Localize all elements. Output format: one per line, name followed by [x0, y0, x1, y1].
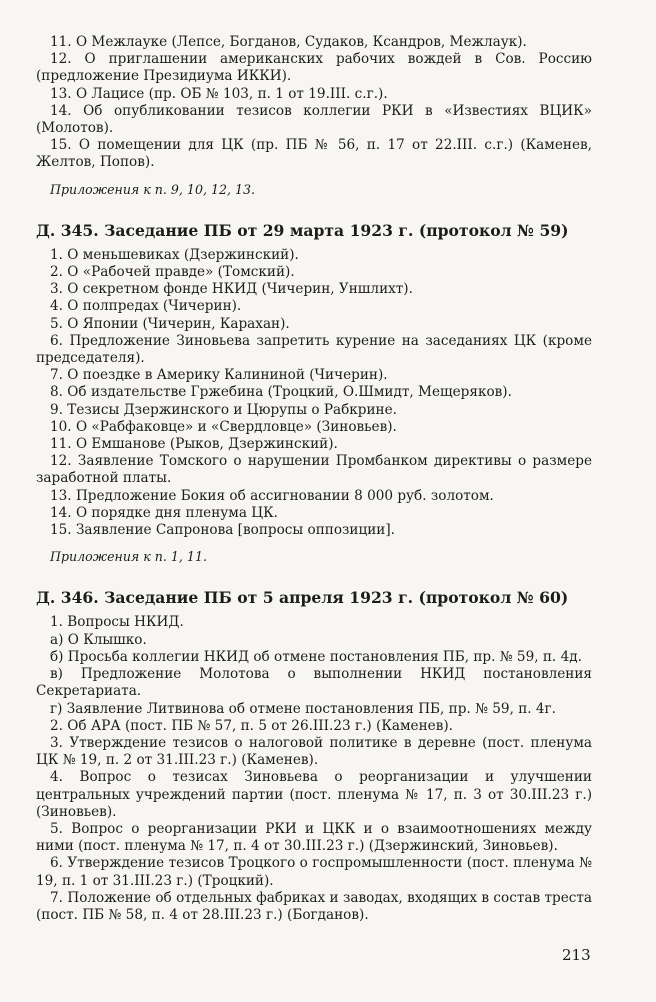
- list-item: 12. О приглашении американских рабочих вождей в Сов. Россию (предложение Президиума ИККИ).: [36, 51, 592, 85]
- list-item: 1. О меньшевиках (Дзержинский).: [50, 246, 299, 263]
- list-item: г) Заявление Литвинова об отмене постановления ПБ, пр. № 59, п. 4г.: [50, 700, 557, 717]
- appendix-note: Приложения к п. 9, 10, 12, 13.: [50, 181, 256, 197]
- list-item: 7. О поездке в Америку Калининой (Чичерин).: [50, 367, 388, 384]
- list-item: 12. Заявление Томского о нарушении Промбанком директивы о размере заработной платы.: [36, 453, 592, 487]
- list-item: 14. О порядке дня пленума ЦК.: [50, 504, 278, 521]
- list-item: 3. О секретном фонде НКИД (Чичерин, Уншлихт).: [50, 281, 413, 298]
- list-item: 2. Об АРА (пост. ПБ № 57, п. 5 от 26.III.23 г.) (Каменев).: [50, 717, 453, 734]
- page-number: 213: [562, 946, 591, 964]
- list-item: 7. Положение об отдельных фабриках и заводах, входящих в состав треста (пост. ПБ № 58, п. 4 от 28.III.23 г.) (Богданов).: [36, 889, 592, 923]
- list-item: 15. Заявление Сапронова [вопросы оппозиции].: [50, 522, 395, 539]
- list-item: а) О Клышко.: [50, 631, 147, 648]
- list-item: 6. Предложение Зиновьева запретить курение на заседаниях ЦК (кроме председателя).: [36, 332, 592, 367]
- list-item: 1. Вопросы НКИД.: [50, 614, 184, 631]
- list-item: 2. О «Рабочей правде» (Томский).: [50, 264, 295, 281]
- list-item: 14. Об опубликовании тезисов коллегии РКИ в «Известиях ВЦИК» (Молотов).: [36, 102, 592, 137]
- list-item: 5. О Японии (Чичерин, Карахан).: [50, 315, 290, 332]
- list-item: в) Предложение Молотова о выполнении НКИД постановления Секретариата.: [36, 666, 592, 700]
- list-item: б) Просьба коллегии НКИД об отмене постановления ПБ, пр. № 59, п. 4д.: [50, 648, 582, 665]
- list-item: 8. Об издательстве Гржебина (Троцкий, О.Шмидт, Мещеряков).: [50, 384, 512, 401]
- section-345-item-list: [36, 247, 592, 539]
- list-item: 3. Утверждение тезисов о налоговой политике в деревне (пост. пленума ЦК № 19, п. 2 от 31.III.23 г.) (Каменев).: [36, 734, 592, 769]
- list-item: 15. О помещении для ЦК (пр. ПБ № 56, п. 17 от 22.III. с.г.) (Каменев, Желтов, Попов).: [36, 137, 592, 171]
- list-item: 4. Вопрос о тезисах Зиновьева о реорганизации и улучшении центральных учреждений партии (пост. пленума № 17, п. 3 от 30.III.23 г.) (Зиновьев).: [36, 769, 592, 820]
- section-heading-346: Д. 346. Заседание ПБ от 5 апреля 1923 г. (протокол № 60): [36, 588, 569, 608]
- section-heading-345: Д. 345. Заседание ПБ от 29 марта 1923 г. (протокол № 59): [36, 220, 569, 240]
- list-item: 6. Утверждение тезисов Троцкого о госпромышленности (пост. пленума № 19, п. 1 от 31.III.23 г.) (Троцкий).: [36, 855, 592, 889]
- list-item: 11. О Межлауке (Лепсе, Богданов, Судаков, Ксандров, Межлаук).: [50, 34, 527, 50]
- appendix-note: Приложения к п. 1, 11.: [50, 549, 207, 565]
- list-item: 10. О «Рабфаковце» и «Свердловце» (Зиновьев).: [50, 418, 397, 435]
- list-item: 5. Вопрос о реорганизации РКИ и ЦКК и о взаимоотношениях между ними (пост. пленума № 17, п. 4 от 30.III.23 г.) (Дзержинский, Зиновьев).: [36, 820, 592, 855]
- top-item-list: [36, 34, 592, 172]
- section-346-item-list: [36, 614, 592, 924]
- page-content: [36, 34, 592, 924]
- list-item: 9. Тезисы Дзержинского и Цюрупы о Рабкрине.: [50, 401, 397, 418]
- list-item: 11. О Емшанове (Рыков, Дзержинский).: [50, 436, 338, 453]
- list-item: 13. О Лацисе (пр. ОБ № 103, п. 1 от 19.III. с.г.).: [50, 85, 388, 102]
- list-item: 13. Предложение Бокия об ассигновании 8 000 руб. золотом.: [50, 487, 494, 504]
- list-item: 4. О полпредах (Чичерин).: [50, 298, 242, 315]
